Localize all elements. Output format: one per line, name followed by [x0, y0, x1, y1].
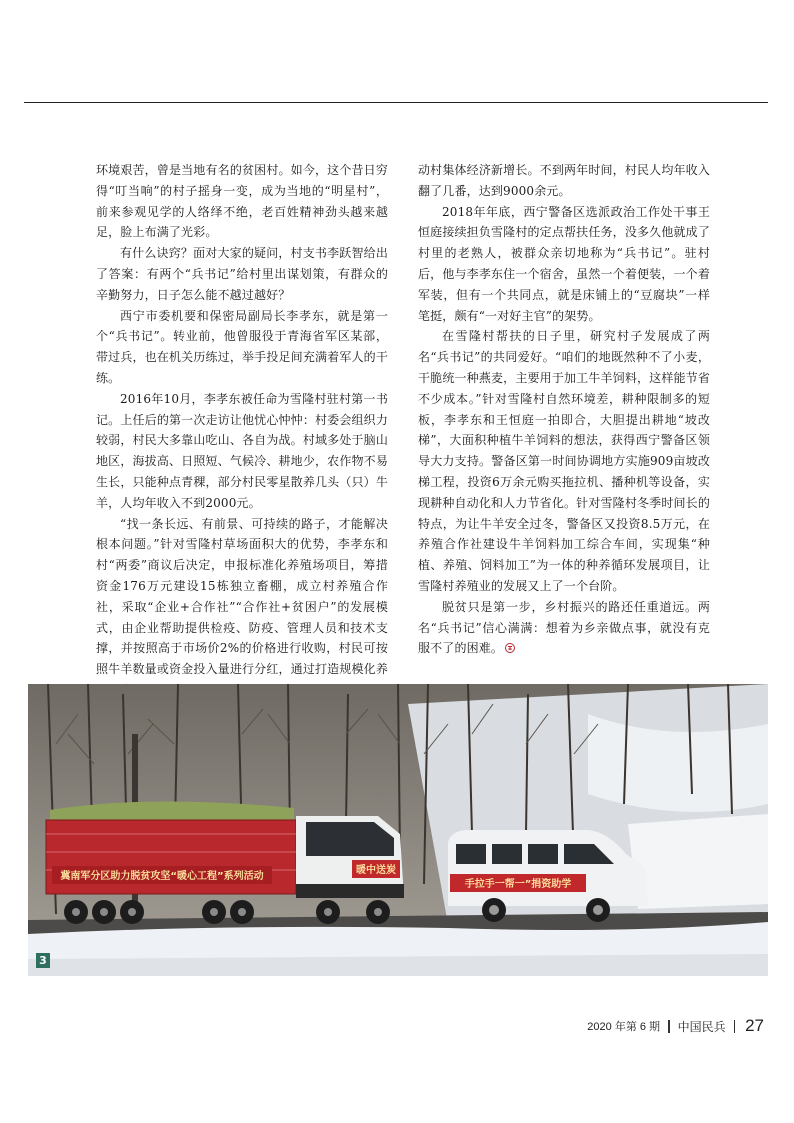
footer-issue: 2020 年第 6 期: [587, 1021, 661, 1033]
paragraph: 2018年年底，西宁警备区选派政治工作处干事王恒庭接续担负雪隆村的定点帮扶任务，没多久他就成了村里的老熟人，被群众亲切地称为“兵书记”。驻村后，他与李孝东住一个宿舍，虽然一个着便装，一个着军装，但有一个共同点，就是床铺上的“豆腐块”一样笔挺，颇有“一对好主官”的架势。: [418, 204, 710, 323]
footer-magazine-name: 中国民兵: [677, 1019, 726, 1034]
photo-scene: [28, 684, 768, 976]
footer-divider: [668, 1020, 670, 1033]
paragraph: 动村集体经济新增长。不到两年时间，村民人均年收入翻了几番，达到9000余元。: [418, 163, 710, 198]
truck-banner-text: 冀南军分区助力脱贫攻坚“暖心工程”系列活动: [60, 871, 264, 882]
paragraph: 环境艰苦，曾是当地有名的贫困村。如今，这个昔日穷得“叮当响”的村子摇身一变，成为当地的“明星村”，前来参观见学的人络绎不绝，老百姓精神劲头越来越足，脸上布满了光彩。: [96, 163, 388, 240]
page-footer: [587, 1018, 764, 1034]
truck-cab-sign: 暖中送炭: [356, 865, 396, 876]
paragraph: 有什么诀窍？面对大家的疑问，村支书李跃智给出了答案：有两个“兵书记”给村里出谋划策，有群众的辛勤努力，日子怎么能不越过越好？: [96, 246, 388, 302]
paragraph: 2016年10月，李孝东被任命为雪隆村驻村第一书记。上任后的第一次走访让他忧心忡忡：村委会组织力较弱，村民大多靠山吃山、各自为战。村域多处于脑山地区，海拔高、日照短、气候冷、耕地少，农作物不易生长，只能种点青稞，部分村民零星散养几头（只）牛羊，人均年收入不到2000元。: [96, 391, 388, 510]
page-number: 27: [745, 1016, 764, 1035]
photo-number-badge: 3: [36, 953, 50, 968]
paragraph-last: [418, 597, 710, 659]
end-mark-icon: [505, 643, 515, 653]
paragraph-text: 脱贫只是第一步，乡村振兴的路还任重道远。两名“兵书记”信心满满：想着为乡亲做点事，就没有克服不了的困难。: [418, 599, 710, 656]
article-column-left: [96, 160, 388, 701]
footer-divider: [734, 1020, 736, 1033]
article-photo: [28, 684, 768, 976]
header-rule: [24, 102, 768, 103]
paragraph: 在雪隆村帮扶的日子里，研究村子发展成了两名“兵书记”的共同爱好。“咱们的地既然种不了小麦，干脆统一种燕麦，主要用于加工牛羊饲料，这样能节省不少成本。”针对雪隆村自然环境差，耕种限制多的短板，李孝东和王恒庭一拍即合，大胆提出耕地“坡改梯”，大面积种植牛羊饲料的想法，获得西宁警备区领导大力支持。警备区第一时间协调地方实施909亩坡改梯工程，投资6万余元购买拖拉机、播种机等设备，实现耕种自动化和人力节省化。针对雪隆村冬季时间长的特点，为让牛羊安全过冬，警备区又投资8.5万元，在养殖合作社建设牛羊饲料加工综合车间，实现集“种植、养殖、饲料加工”为一体的种养循环发展项目，让雪隆村养殖业的发展又上了一个台阶。: [418, 329, 710, 593]
paragraph: 西宁市委机要和保密局副局长李孝东，就是第一个“兵书记”。转业前，他曾服役于青海省军区某部，带过兵，也在机关历练过，举手投足间充满着军人的干练。: [96, 308, 388, 385]
paragraph: “找一条长远、有前景、可持续的路子，才能解决根本问题。”针对雪隆村草场面积大的优势，李孝东和村“两委”商议后决定，申报标准化养殖场项目，筹措资金176万元建设15栋独立畜棚，成立村养殖合作社，采取“企业+合作社”“合作社+贫困户”的发展模式，由企业帮助提供检疫、防疫、管理人员和技术支撑，并按照高于市场价2%的价格进行收购，村民可按照牛羊数量或资金投入量进行分红，通过打造规模化养: [96, 516, 388, 677]
van-banner-text: 手拉手一帮一”捐资助学: [464, 879, 572, 890]
article-column-right: [418, 160, 710, 659]
